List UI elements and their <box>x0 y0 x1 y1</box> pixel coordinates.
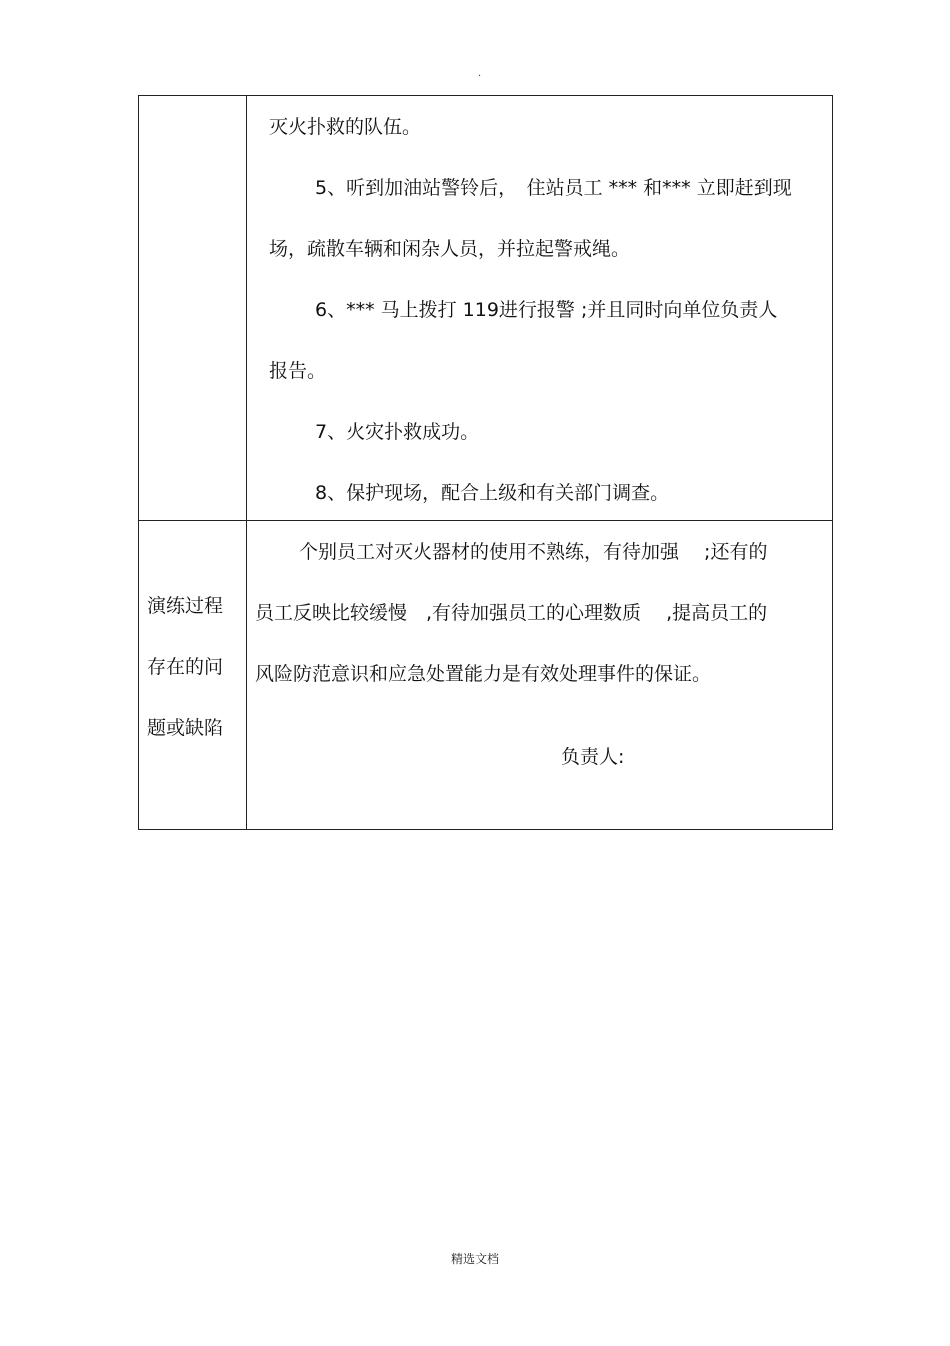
page-footer: 精选文档 <box>450 1252 499 1266</box>
drill-report-table <box>138 95 833 830</box>
procedure-steps-cell <box>247 96 833 521</box>
problems-label-cell <box>139 521 247 830</box>
step-6-line-2: 报告。 <box>269 360 327 382</box>
problems-line: 员工反映比较缓慢 ,有待加强员工的心理数质 ,提高员工的 <box>255 602 768 624</box>
procedure-label-cell <box>139 96 247 521</box>
step-continuation: 灭火扑救的队伍。 <box>269 116 422 138</box>
problems-label-line: 存在的问 <box>147 656 224 678</box>
problems-content-cell <box>247 521 833 830</box>
step-5-line-2: 场，疏散车辆和闲杂人员，并拉起警戒绳。 <box>269 238 631 260</box>
responsible-person-label: 负责人: <box>561 746 625 768</box>
problems-label-line: 演练过程 <box>147 595 224 617</box>
problems-content <box>247 521 832 772</box>
step-8: 8、保护现场，配合上级和有关部门调查。 <box>315 482 670 504</box>
problems-label <box>139 521 246 743</box>
header-mark: . <box>478 68 482 79</box>
problems-line: 风险防范意识和应急处置能力是有效处理事件的保证。 <box>255 663 712 685</box>
procedure-row <box>139 96 833 521</box>
procedure-steps <box>247 96 832 508</box>
step-7: 7、火灾扑救成功。 <box>315 421 480 443</box>
problems-row <box>139 521 833 830</box>
step-5-line-1: 5、听到加油站警铃后， 住站员工 *** 和*** 立即赶到现 <box>315 177 792 199</box>
problems-label-line: 题或缺陷 <box>147 717 224 739</box>
problems-line: 个别员工对灭火器材的使用不熟练，有待加强 ;还有的 <box>299 541 768 563</box>
step-6-line-1: 6、*** 马上拨打 119进行报警 ;并且同时向单位负责人 <box>315 299 778 321</box>
